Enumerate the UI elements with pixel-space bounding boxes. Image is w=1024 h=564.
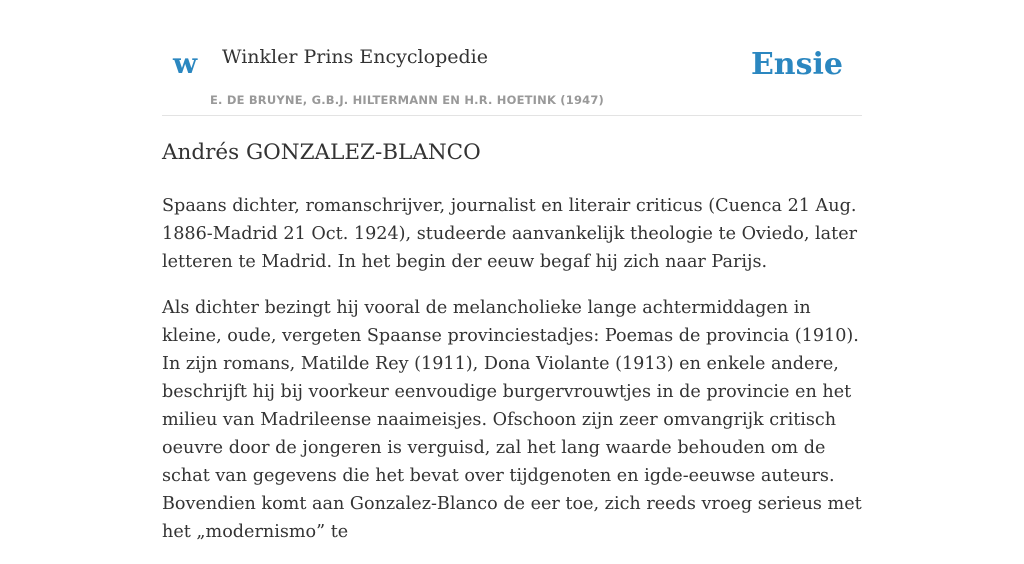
brand-logo-link[interactable]: Ensie [750, 47, 843, 82]
article-paragraph: Spaans dichter, romanschrijver, journalist en literair criticus (Cuenca 21 Aug. 1886-Madrid 21 Oct. 1924), studeerde aanvankelijk theologie te Oviedo, later letteren te Madrid. In het begin der eeuw begaf hij zich naar Parijs. [162, 196, 858, 272]
article-body [162, 192, 862, 564]
article-title: Andrés GONZALEZ-BLANCO [162, 140, 481, 165]
site-title[interactable]: Winkler Prins Encyclopedie [222, 46, 488, 68]
site-logo[interactable]: w [173, 47, 198, 80]
page [162, 0, 862, 542]
article-paragraph: Als dichter bezingt hij vooral de melancholieke lange achtermiddagen in kleine, oude, vergeten Spaanse provinciestadjes: Poemas de provincia (1910). In zijn romans, Matilde Rey (1911), Dona Violante (1913) en enkele andere, beschrijft hij bij voorkeur eenvoudige burgervrouwtjes in de provincie en het milieu van Madrileense naaimeisjes. Ofschoon zijn zeer omvangrijk critisch oeuvre door de jongeren is verguisd, zal het lang waarde behouden om de schat van gegevens die het bevat over tijdgenoten en igde-eeuwse auteurs. Bovendien komt aan Gonzalez-Blanco de eer toe, zich reeds vroeg serieus met het „modernismo” te [162, 298, 862, 542]
site-header [162, 0, 862, 116]
site-subtitle: E. DE BRUYNE, G.B.J. HILTERMANN EN H.R. HOETINK (1947) [210, 93, 605, 107]
